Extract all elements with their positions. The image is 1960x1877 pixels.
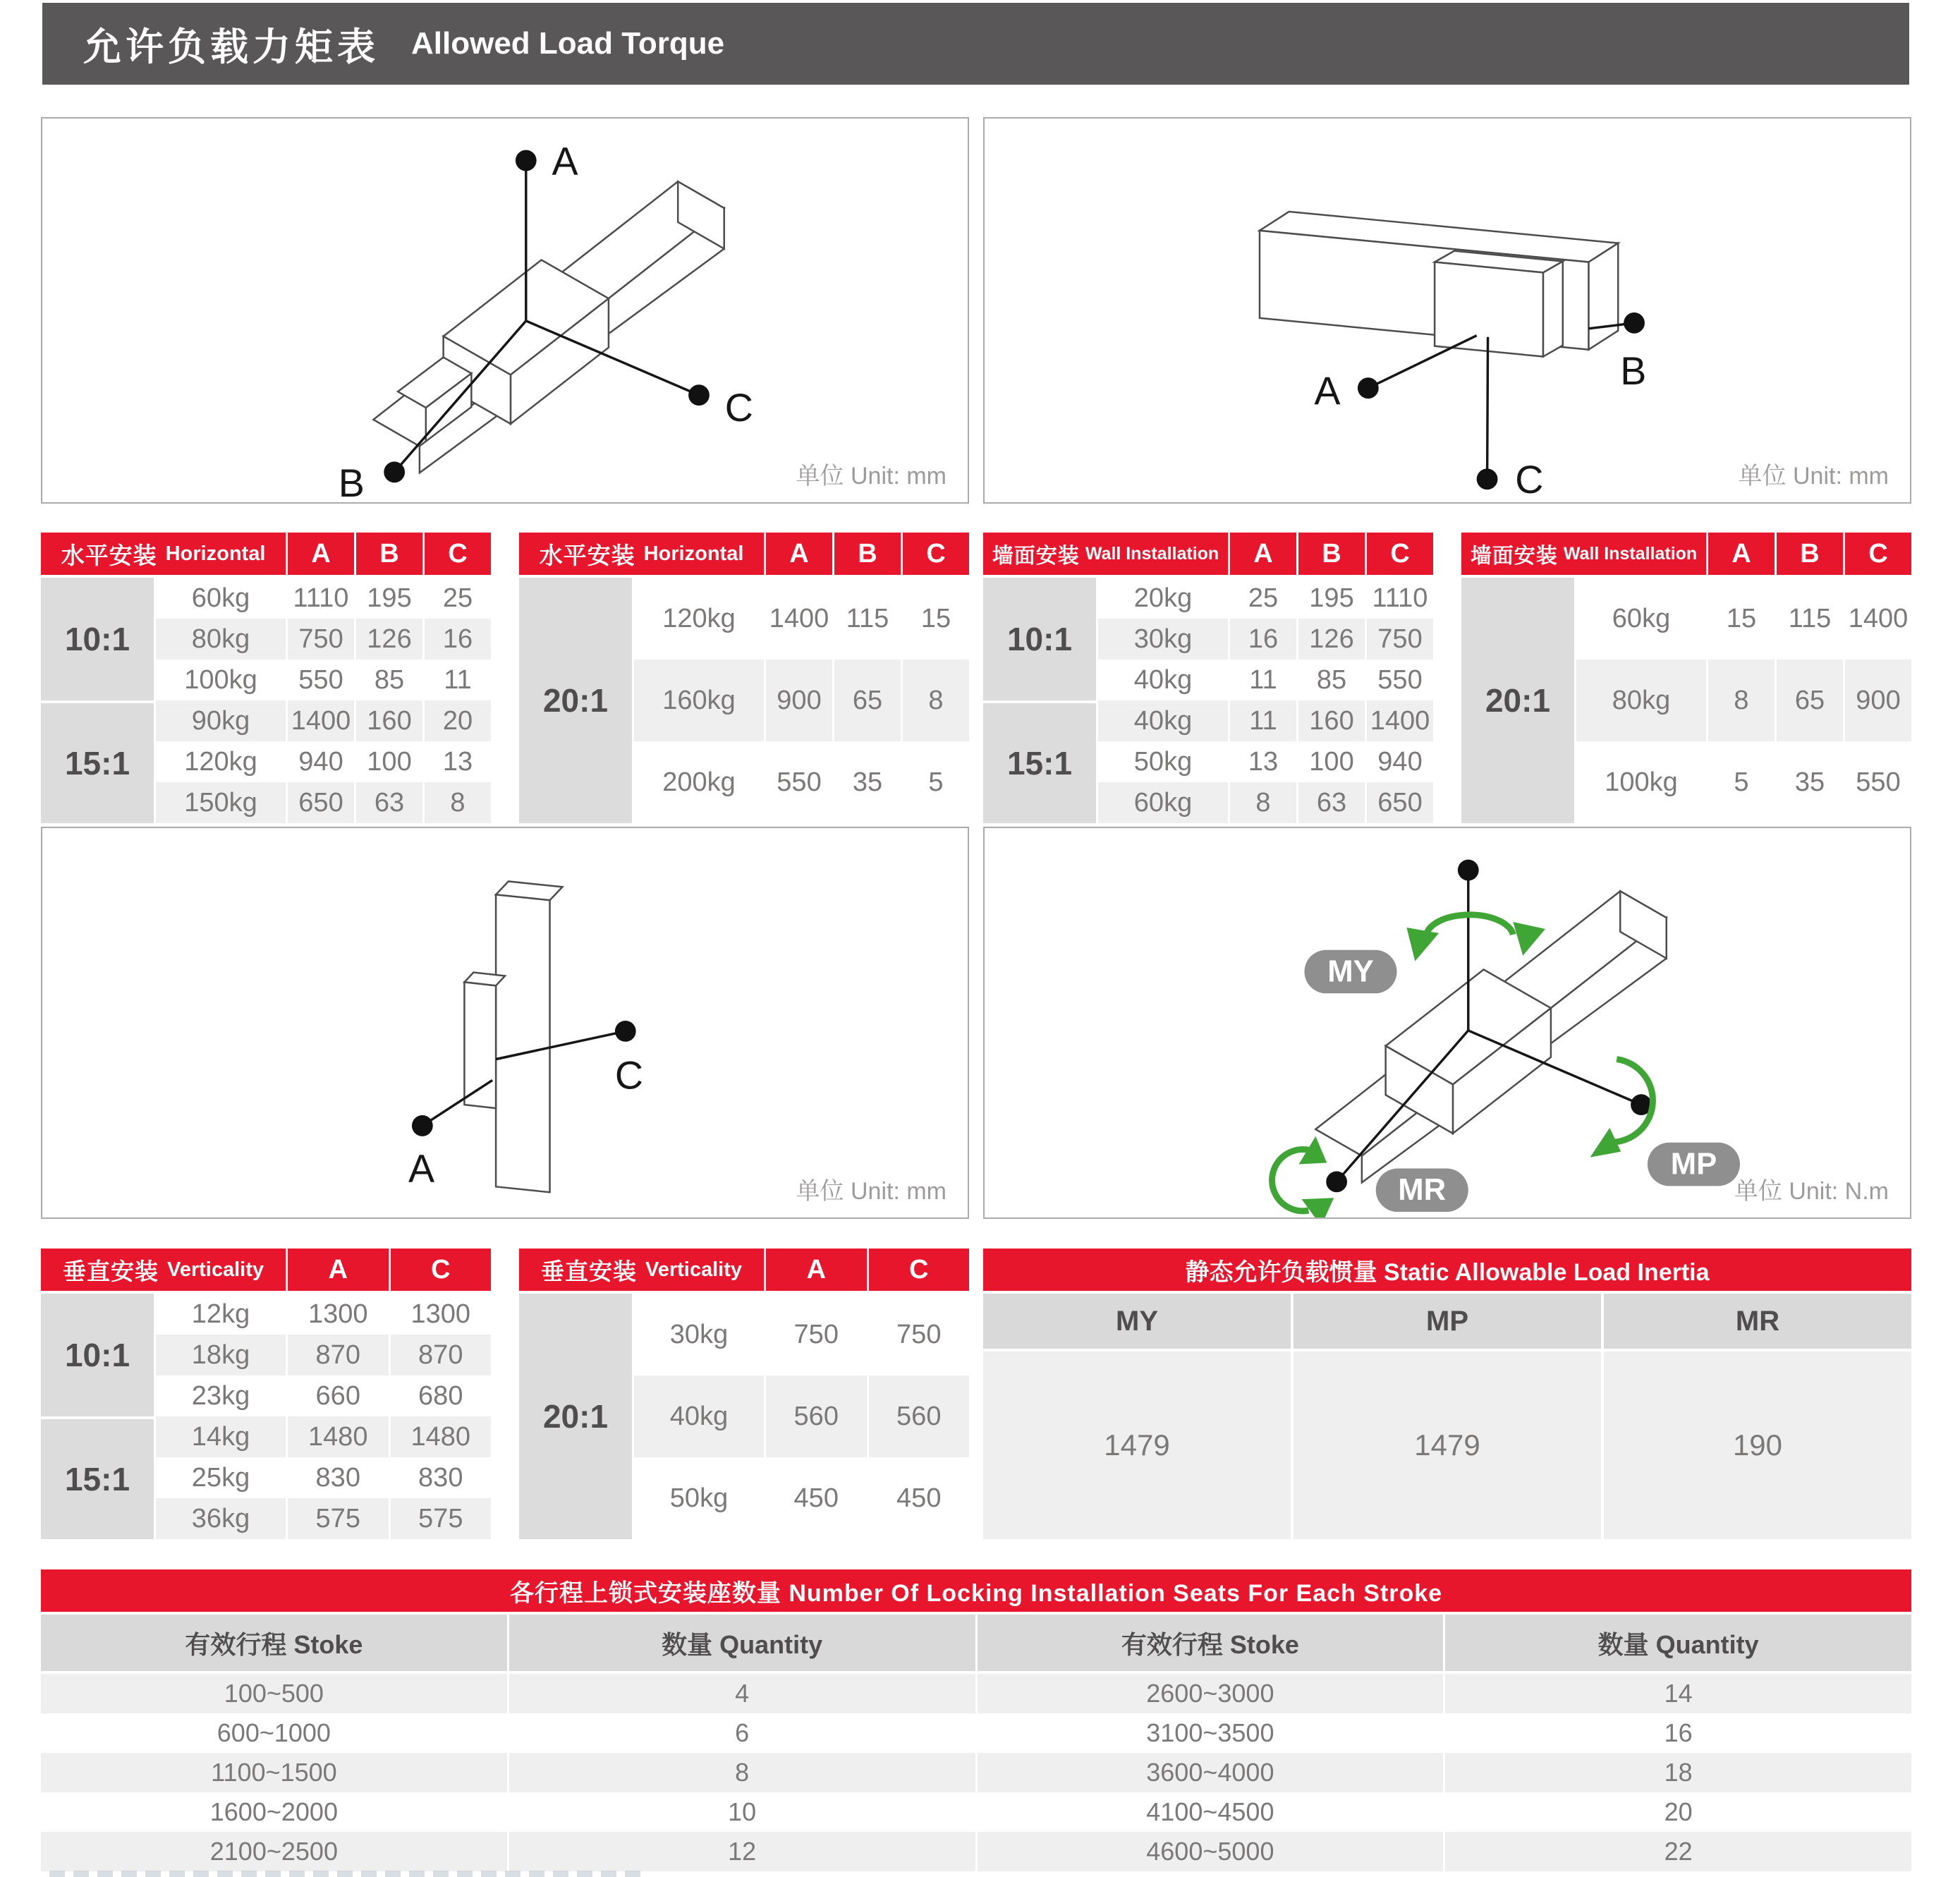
value-cell: 16	[1230, 619, 1296, 660]
static-inertia-table	[983, 1249, 1911, 1539]
load-cell: 36kg	[156, 1498, 286, 1539]
load-cell: 100kg	[156, 660, 286, 700]
ratio-cell: 10:1	[41, 578, 154, 700]
unit-label: 单位 Unit: mm	[796, 1178, 946, 1205]
value-cell: 195	[1298, 578, 1365, 619]
value-cell: 160	[1298, 700, 1365, 741]
value-cell: 5	[903, 741, 969, 823]
point-b-dot	[1624, 312, 1645, 334]
stroke-seats-table	[41, 1569, 1911, 1871]
load-cell: 120kg	[634, 578, 764, 660]
page-title-en: Allowed Load Torque	[411, 26, 725, 61]
point-a-dot	[412, 1115, 433, 1136]
axis-label-c: C	[614, 1053, 644, 1098]
value-cell: 115	[1777, 578, 1843, 660]
page-title-zh: 允许负载力矩表	[83, 25, 379, 68]
value-cell: 1400	[288, 700, 354, 741]
table-title	[519, 1249, 764, 1291]
value-cell: 11	[1230, 660, 1296, 700]
value-cell: 750	[869, 1294, 970, 1375]
stroke-cell: 3600~4000	[978, 1753, 1444, 1792]
value-cell: 830	[288, 1457, 389, 1498]
col-header-c: C	[903, 533, 969, 575]
my-pill-label: MY	[1327, 954, 1374, 989]
moment-diagram-sketch	[985, 828, 1910, 1217]
horizontal-load-table-10-15	[41, 533, 491, 823]
point-c-dot	[1477, 468, 1498, 490]
load-cell: 60kg	[156, 578, 286, 619]
load-cell: 30kg	[634, 1294, 764, 1375]
stroke-cell: 2600~3000	[978, 1674, 1444, 1713]
load-cell: 12kg	[156, 1294, 286, 1335]
axis-label-b: B	[338, 461, 365, 502]
value-cell: 195	[356, 578, 422, 619]
vertical-load-table-10-15	[41, 1249, 491, 1539]
col-header-c: C	[1845, 533, 1911, 575]
table-title-en: Verticality	[166, 1258, 264, 1281]
value-cell: 115	[834, 578, 901, 660]
col-header-c: C	[1367, 533, 1433, 575]
value-cell: 63	[356, 782, 422, 823]
value-cell-mp: 1479	[1294, 1351, 1601, 1539]
col-header-a: A	[1230, 533, 1296, 575]
mr-pill-label: MR	[1398, 1172, 1447, 1208]
load-cell: 60kg	[1098, 782, 1228, 823]
col-header-a: A	[288, 1249, 389, 1291]
point-c-dot	[615, 1021, 636, 1042]
vertical-load-table-20	[519, 1249, 969, 1539]
value-cell: 65	[834, 660, 901, 741]
ratio-cell: 20:1	[1461, 578, 1574, 823]
load-cell: 150kg	[156, 782, 286, 823]
value-cell: 160	[356, 700, 422, 741]
horizontal-load-table-20	[519, 533, 969, 823]
value-cell: 900	[1845, 660, 1911, 741]
value-cell: 8	[903, 660, 969, 741]
value-cell: 5	[1708, 741, 1775, 823]
value-cell: 63	[1298, 782, 1365, 823]
value-cell: 35	[1777, 741, 1843, 823]
load-cell: 80kg	[156, 619, 286, 660]
table-title	[1461, 533, 1706, 575]
value-cell: 550	[766, 741, 832, 823]
col-header-a: A	[766, 533, 832, 575]
load-cell: 40kg	[1098, 700, 1228, 741]
stroke-cell: 3100~3500	[978, 1713, 1444, 1753]
quantity-cell: 8	[509, 1753, 975, 1792]
stroke-cell: 600~1000	[41, 1713, 507, 1753]
wall-load-table-20	[1461, 533, 1911, 823]
value-cell: 20	[425, 700, 491, 741]
axis-label-c: C	[724, 385, 753, 430]
value-cell: 680	[391, 1375, 492, 1416]
page-title-bar	[42, 3, 1909, 85]
load-cell: 50kg	[634, 1457, 764, 1539]
stroke-cell: 4100~4500	[978, 1792, 1444, 1832]
unit-label: 单位 Unit: mm	[796, 463, 946, 490]
horizontal-diagram-sketch	[42, 119, 968, 502]
value-cell: 25	[1230, 578, 1296, 619]
value-cell: 8	[425, 782, 491, 823]
table-title-en: Horizontal	[165, 542, 266, 565]
table-title	[519, 533, 764, 575]
value-cell: 560	[869, 1375, 970, 1457]
value-cell: 1480	[288, 1416, 389, 1457]
value-cell: 550	[288, 660, 354, 700]
table-title-zh: 水平安装	[539, 542, 635, 569]
load-cell: 200kg	[634, 741, 764, 823]
value-cell: 830	[391, 1457, 492, 1498]
value-cell: 660	[288, 1375, 389, 1416]
mp-pill-label: MP	[1670, 1146, 1717, 1182]
axis-label-a: A	[408, 1146, 435, 1191]
stroke-cell: 100~500	[41, 1674, 507, 1713]
value-cell: 100	[1298, 741, 1365, 782]
value-cell: 940	[1367, 741, 1433, 782]
axis-label-c: C	[1515, 458, 1544, 502]
point-b-dot	[384, 461, 405, 482]
load-cell: 23kg	[156, 1375, 286, 1416]
table-title-en: Wall Installation	[1085, 543, 1219, 564]
inertia-table-title: 静态允许负载惯量 Static Allowable Load Inertia	[983, 1249, 1911, 1291]
table-title-zh: 墙面安装	[1470, 545, 1558, 568]
value-cell: 1110	[288, 578, 354, 619]
load-cell: 18kg	[156, 1335, 286, 1375]
value-cell: 1400	[766, 578, 832, 660]
load-cell: 40kg	[634, 1375, 764, 1457]
table-title	[983, 533, 1228, 575]
value-cell: 16	[425, 619, 491, 660]
point-c-dot	[688, 384, 710, 406]
value-cell: 15	[1708, 578, 1775, 660]
value-cell: 650	[1367, 782, 1433, 823]
unit-label: 单位 Unit: mm	[1738, 463, 1889, 490]
load-cell: 80kg	[1576, 660, 1706, 741]
horizontal-installation-diagram	[41, 117, 969, 504]
table-title-en: Wall Installation	[1563, 543, 1698, 564]
quantity-cell: 6	[509, 1713, 975, 1753]
my-rotation-arrow	[1426, 915, 1514, 940]
load-cell: 90kg	[156, 700, 286, 741]
quantity-cell: 14	[1445, 1674, 1911, 1713]
stroke-cell: 4600~5000	[978, 1832, 1444, 1871]
ratio-cell: 15:1	[983, 700, 1096, 823]
value-cell: 560	[766, 1375, 867, 1457]
col-header-b: B	[356, 533, 422, 575]
value-cell: 650	[288, 782, 354, 823]
col-header-c: C	[391, 1249, 492, 1291]
load-cell: 160kg	[634, 660, 764, 741]
value-cell: 900	[766, 660, 832, 741]
col-header-a: A	[288, 533, 354, 575]
value-cell: 126	[1298, 619, 1365, 660]
table-title-en: Horizontal	[643, 542, 744, 565]
col-header-stroke: 有效行程 Stoke	[41, 1615, 507, 1671]
value-cell: 126	[356, 619, 422, 660]
value-cell: 8	[1230, 782, 1296, 823]
col-header-b: B	[1298, 533, 1365, 575]
ratio-cell: 10:1	[41, 1294, 154, 1416]
ratio-cell: 15:1	[41, 700, 154, 823]
col-header-mp: MP	[1294, 1294, 1601, 1349]
unit-label: 单位 Unit: N.m	[1734, 1178, 1889, 1205]
value-cell: 575	[391, 1498, 492, 1539]
quantity-cell: 22	[1445, 1832, 1911, 1871]
table-title-en: Verticality	[645, 1258, 743, 1281]
load-cell: 40kg	[1098, 660, 1228, 700]
quantity-cell: 10	[509, 1792, 975, 1832]
load-cell: 120kg	[156, 741, 286, 782]
value-cell: 100	[356, 741, 422, 782]
point-a-dot	[1358, 377, 1379, 399]
table-title-zh: 水平安装	[61, 542, 157, 569]
stroke-seats-title: 各行程上锁式安装座数量 Number Of Locking Installation Seats For Each Stroke	[41, 1569, 1911, 1612]
vertical-diagram-sketch	[42, 828, 968, 1217]
value-cell: 85	[356, 660, 422, 700]
value-cell-mr: 190	[1604, 1351, 1911, 1539]
value-cell: 25	[425, 578, 491, 619]
load-cell: 100kg	[1576, 741, 1706, 823]
ratio-cell: 10:1	[983, 578, 1096, 700]
axis-label-a: A	[1314, 369, 1341, 413]
value-cell: 550	[1845, 741, 1911, 823]
col-header-b: B	[834, 533, 901, 575]
value-cell: 550	[1367, 660, 1433, 700]
ratio-cell: 20:1	[519, 578, 632, 823]
col-header-c: C	[425, 533, 491, 575]
load-cell: 30kg	[1098, 619, 1228, 660]
col-header-mr: MR	[1604, 1294, 1911, 1349]
my-axis-dot	[1458, 860, 1479, 881]
value-cell: 870	[288, 1335, 389, 1375]
value-cell: 11	[1230, 700, 1296, 741]
col-header-quantity: 数量 Quantity	[509, 1615, 975, 1671]
value-cell: 1300	[288, 1294, 389, 1335]
table-title	[41, 533, 286, 575]
col-header-quantity: 数量 Quantity	[1445, 1615, 1911, 1671]
value-cell: 940	[288, 741, 354, 782]
load-cell: 14kg	[156, 1416, 286, 1457]
ratio-cell: 20:1	[519, 1294, 632, 1539]
col-header-a: A	[766, 1249, 867, 1291]
value-cell: 85	[1298, 660, 1365, 700]
quantity-cell: 16	[1445, 1713, 1911, 1753]
value-cell: 65	[1777, 660, 1843, 741]
cutoff-text-strip	[49, 1871, 649, 1877]
stroke-cell: 1600~2000	[41, 1792, 507, 1832]
value-cell: 13	[1230, 741, 1296, 782]
axis-label-a: A	[552, 139, 578, 183]
value-cell: 750	[288, 619, 354, 660]
wall-installation-diagram	[983, 117, 1911, 504]
value-cell: 1400	[1845, 578, 1911, 660]
point-a-dot	[516, 150, 537, 171]
value-cell: 870	[391, 1335, 492, 1375]
value-cell: 750	[1367, 619, 1433, 660]
table-title-zh: 墙面安装	[992, 545, 1080, 568]
axis-label-b: B	[1620, 349, 1647, 394]
col-header-my: MY	[983, 1294, 1291, 1349]
value-cell-my: 1479	[983, 1351, 1291, 1539]
quantity-cell: 20	[1445, 1792, 1911, 1832]
value-cell: 1480	[391, 1416, 492, 1457]
value-cell: 1110	[1367, 578, 1433, 619]
value-cell: 1300	[391, 1294, 492, 1335]
col-header-a: A	[1708, 533, 1775, 575]
table-title-zh: 垂直安装	[540, 1258, 637, 1284]
value-cell: 450	[869, 1457, 970, 1539]
wall-diagram-sketch	[985, 119, 1910, 502]
value-cell: 15	[903, 578, 969, 660]
col-header-c: C	[869, 1249, 970, 1291]
value-cell: 575	[288, 1498, 389, 1539]
stroke-cell: 1100~1500	[41, 1753, 507, 1792]
col-header-stroke: 有效行程 Stoke	[978, 1615, 1444, 1671]
wall-load-table-10-15	[983, 533, 1433, 823]
value-cell: 35	[834, 741, 901, 823]
ratio-cell: 15:1	[41, 1416, 154, 1539]
load-cell: 20kg	[1098, 578, 1228, 619]
stroke-cell: 2100~2500	[41, 1832, 507, 1871]
moment-direction-diagram	[983, 827, 1911, 1219]
col-header-b: B	[1777, 533, 1843, 575]
quantity-cell: 18	[1445, 1753, 1911, 1792]
load-cell: 60kg	[1576, 578, 1706, 660]
value-cell: 1400	[1367, 700, 1433, 741]
load-cell: 25kg	[156, 1457, 286, 1498]
table-title	[41, 1249, 286, 1291]
quantity-cell: 4	[509, 1674, 975, 1713]
mr-axis-dot	[1326, 1171, 1347, 1192]
load-cell: 50kg	[1098, 741, 1228, 782]
table-title-zh: 垂直安装	[62, 1258, 159, 1284]
value-cell: 13	[425, 741, 491, 782]
quantity-cell: 12	[509, 1832, 975, 1871]
value-cell: 11	[425, 660, 491, 700]
value-cell: 750	[766, 1294, 867, 1375]
vertical-installation-diagram	[41, 827, 969, 1219]
value-cell: 450	[766, 1457, 867, 1539]
value-cell: 8	[1708, 660, 1775, 741]
